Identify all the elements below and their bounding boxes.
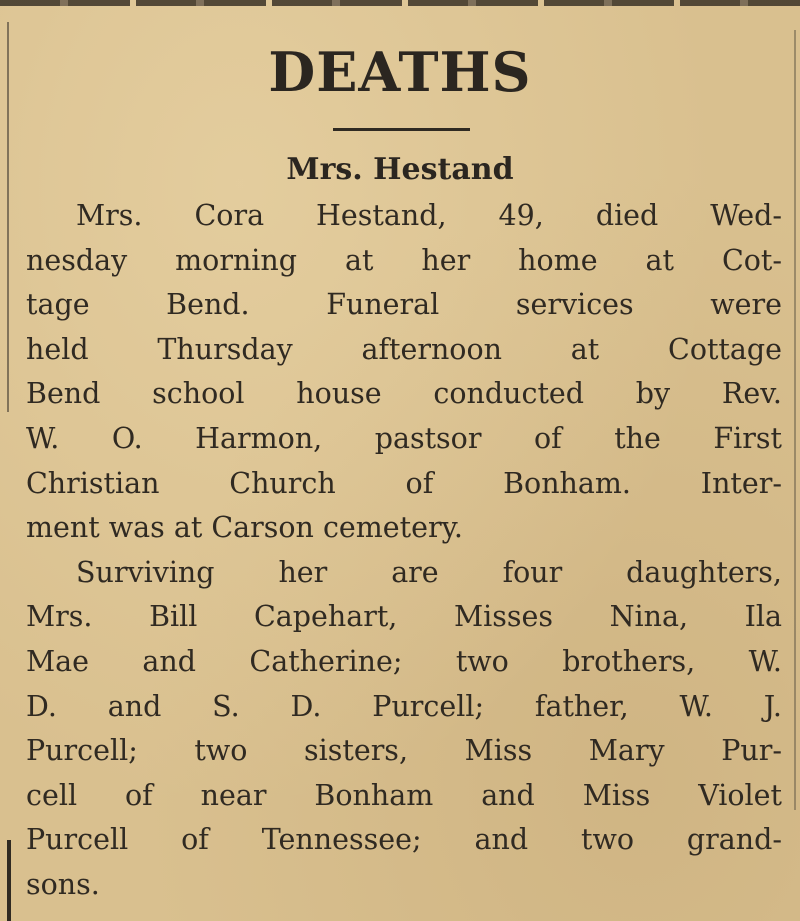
text-line: W. O. Harmon, pastsor of the First bbox=[26, 421, 782, 455]
text-line: Purcell; two sisters, Miss Mary Pur- bbox=[26, 734, 782, 768]
heading-divider bbox=[333, 128, 470, 131]
text-line: held Thursday afternoon at Cottage bbox=[26, 332, 782, 366]
text-line: Christian Church of Bonham. Inter- bbox=[26, 466, 782, 500]
text-line: Mrs. Cora Hestand, 49, died Wed- bbox=[76, 199, 782, 232]
section-heading: DEATHS bbox=[268, 40, 532, 104]
left-column-rule-lower bbox=[7, 840, 11, 921]
text-line: Mae and Catherine; two brothers, W. bbox=[26, 644, 782, 678]
text-line: Bend school house conducted by Rev. bbox=[26, 377, 782, 411]
right-column-rule bbox=[794, 30, 796, 810]
text-line: sons. bbox=[26, 867, 100, 901]
text-line: ment was at Carson cemetery. bbox=[26, 511, 463, 545]
text-line: D. and S. D. Purcell; father, W. J. bbox=[26, 689, 782, 723]
text-line: tage Bend. Funeral services were bbox=[26, 288, 782, 322]
top-column-rule bbox=[0, 0, 800, 6]
obituary-name-heading: Mrs. Hestand bbox=[286, 152, 514, 187]
text-line: nesday morning at her home at Cot- bbox=[26, 243, 782, 277]
text-line: Purcell of Tennessee; and two grand- bbox=[26, 823, 782, 857]
text-line: cell of near Bonham and Miss Violet bbox=[26, 778, 782, 812]
text-line: Surviving her are four daughters, bbox=[76, 555, 782, 589]
obituary-body bbox=[26, 194, 782, 908]
text-line: Mrs. Bill Capehart, Misses Nina, Ila bbox=[26, 600, 782, 634]
